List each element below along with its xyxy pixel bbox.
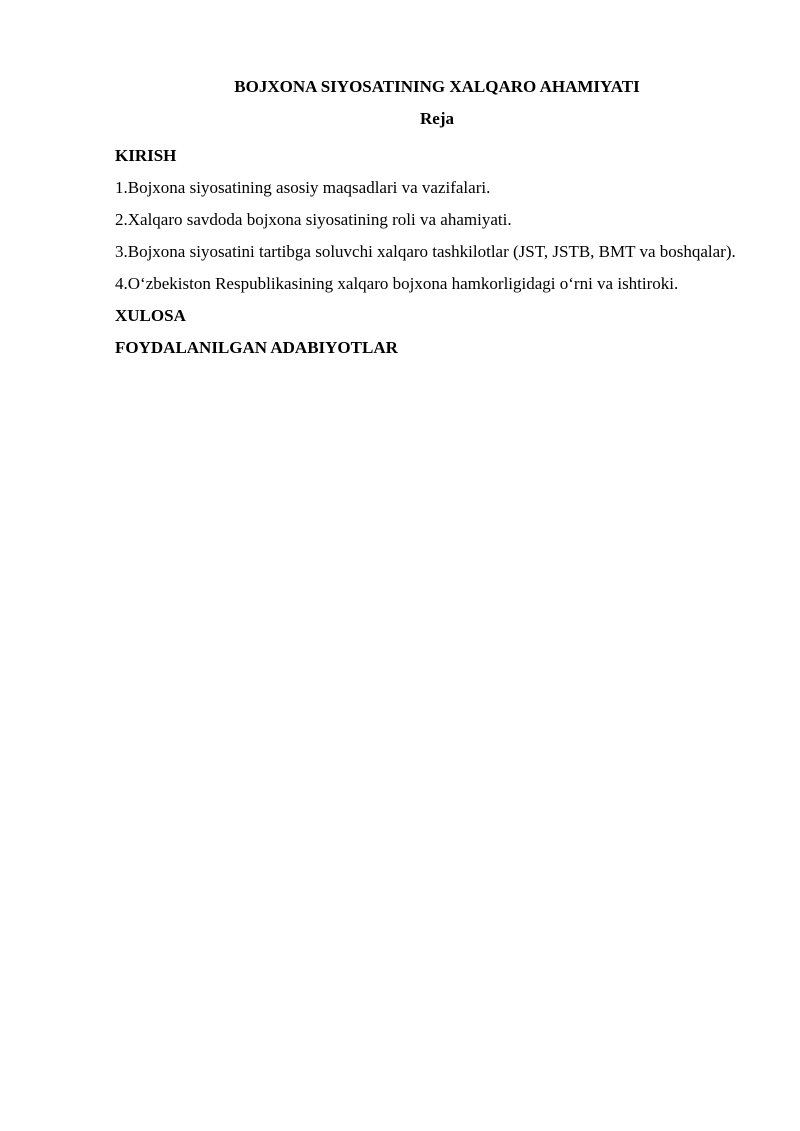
plan-item-1: 1.Bojxona siyosatining asosiy maqsadlari va vazifalari. <box>115 178 491 197</box>
plan-item-3: 3.Bojxona siyosatini tartibga soluvchi xalqaro tashkilotlar (JST, JSTB, BMT va boshqalar). <box>115 242 736 261</box>
document-content <box>115 76 745 364</box>
document-title: BOJXONA SIYOSATINING XALQARO AHAMIYATI <box>234 77 640 96</box>
plan-heading: Reja <box>420 109 454 128</box>
plan-item-4: 4.O‘zbekiston Respublikasining xalqaro bojxona hamkorligidagi o‘rni va ishtiroki. <box>115 274 679 293</box>
plan-list <box>115 140 745 364</box>
plan-item-intro: KIRISH <box>115 146 177 165</box>
plan-item-conclusion: XULOSA <box>115 306 186 325</box>
plan-item-2: 2.Xalqaro savdoda bojxona siyosatining roli va ahamiyati. <box>115 210 512 229</box>
plan-item-references: FOYDALANILGAN ADABIYOTLAR <box>115 338 398 357</box>
